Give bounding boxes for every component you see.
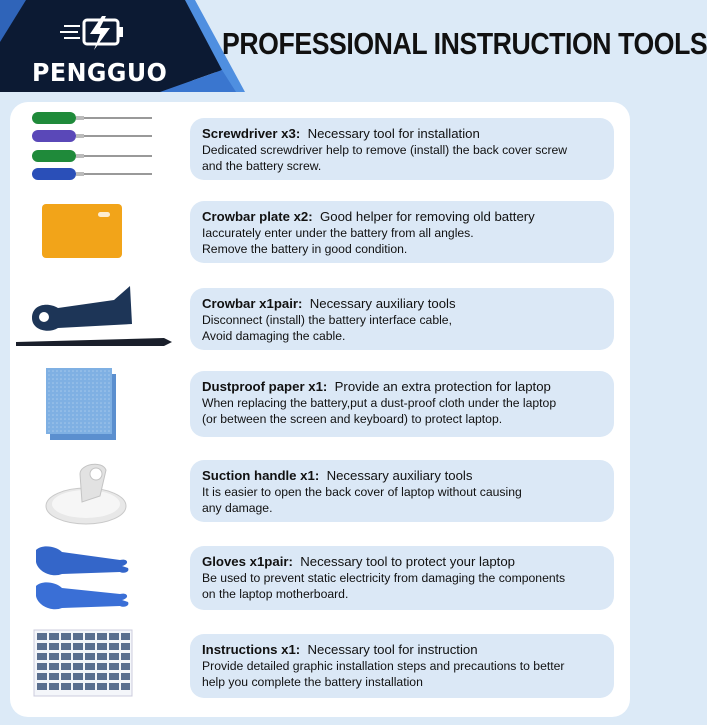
tool-name: Instructions x1: (202, 642, 301, 657)
tool-name: Gloves x1pair: (202, 554, 293, 569)
tool-desc-line: Dedicated screwdriver help to remove (install) the back cover screw (202, 143, 568, 157)
tool-card-dustproof-paper (190, 371, 614, 437)
tool-card-crowbar-plate (190, 201, 614, 263)
tool-desc-line: on the laptop motherboard. (202, 586, 349, 601)
header-banner (0, 0, 707, 92)
tool-tagline: Necessary tool to protect your laptop (300, 554, 515, 569)
tool-card-suction-handle (190, 460, 614, 522)
tool-desc-line: (or between the screen and keyboard) to protect laptop. (202, 411, 503, 426)
tool-card-crowbar (190, 288, 614, 350)
brand-logo-text: PENGGUO (32, 58, 168, 87)
tool-desc-line: When replacing the battery,put a dust-proof cloth under the laptop (202, 396, 557, 410)
tool-desc-line: Iaccurately enter under the battery from all angles. (202, 226, 474, 240)
tool-card-gloves (190, 546, 614, 610)
tool-card-instructions (190, 634, 614, 698)
page-title: PROFESSIONAL INSTRUCTION TOOLS (222, 26, 707, 61)
tools-panel (10, 102, 630, 717)
tool-tagline: Good helper for removing old battery (320, 209, 535, 224)
tool-tagline: Necessary auxiliary tools (326, 468, 473, 483)
tool-tagline: Provide an extra protection for laptop (334, 379, 551, 394)
crowbar-icon (14, 284, 174, 352)
tool-tagline: Necessary tool for installation (307, 126, 480, 141)
tool-name: Dustproof paper x1: (202, 379, 328, 394)
battery-bolt-icon (56, 8, 136, 58)
instructions-sheet-icon (34, 630, 134, 698)
screwdriver-icon (28, 106, 158, 186)
tool-desc-line: help you complete the battery installation (202, 674, 423, 689)
dustproof-paper-icon (44, 366, 120, 442)
crowbar-plate-icon (40, 202, 124, 260)
tool-card-screwdriver (190, 118, 614, 180)
tool-name: Suction handle x1: (202, 468, 320, 483)
tool-desc-line: and the battery screw. (202, 158, 322, 173)
gloves-icon (32, 542, 132, 614)
tool-desc-line: Be used to prevent static electricity from damaging the components (202, 571, 566, 585)
tool-tagline: Necessary tool for instruction (307, 642, 478, 657)
tool-desc-line: Remove the battery in good condition. (202, 241, 408, 256)
tool-tagline: Necessary auxiliary tools (309, 296, 456, 311)
tool-desc-line: any damage. (202, 500, 273, 515)
tool-desc-line: It is easier to open the back cover of laptop without causing (202, 485, 522, 499)
tool-desc-line: Disconnect (install) the battery interface cable, (202, 313, 452, 327)
tool-desc-line: Provide detailed graphic installation steps and precautions to better (202, 659, 565, 673)
tool-name: Screwdriver x3: (202, 126, 301, 141)
tool-name: Crowbar plate x2: (202, 209, 313, 224)
tool-name: Crowbar x1pair: (202, 296, 303, 311)
suction-handle-icon (44, 456, 128, 526)
tool-desc-line: Avoid damaging the cable. (202, 328, 346, 343)
